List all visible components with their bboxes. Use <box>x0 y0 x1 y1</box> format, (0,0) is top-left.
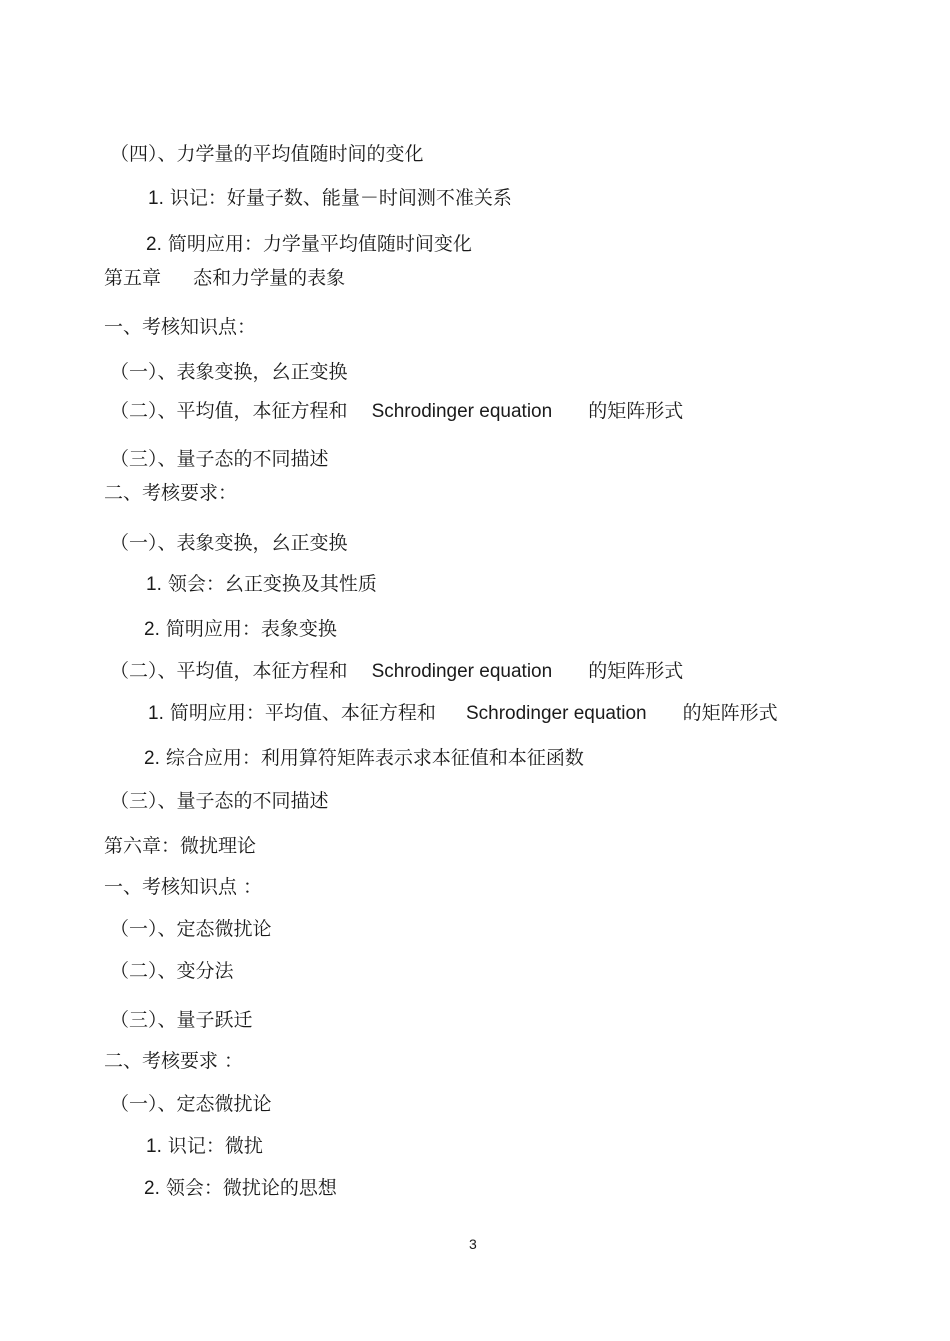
subsection-heading: （一）、表象变换，幺正变换 <box>110 361 348 383</box>
list-item: 1. 领会：幺正变换及其性质 <box>146 573 377 595</box>
chapter-title: 第五章 态和力学量的表象 <box>104 267 346 289</box>
section-heading: 二、考核要求 ： <box>104 1050 244 1072</box>
subsection-heading: （三）、量子跃迁 <box>110 1009 253 1031</box>
item-number: 2. <box>146 234 162 255</box>
item-number: 2. <box>144 619 160 640</box>
list-item: 2. 简明应用：力学量平均值随时间变化 <box>146 233 472 255</box>
section-heading: （四）、力学量的平均值随时间的变化 <box>110 143 424 165</box>
subsection-heading: （一）、定态微扰论 <box>110 1093 272 1115</box>
list-item: 2. 领会：微扰论的思想 <box>144 1177 337 1199</box>
subsection-heading: （二）、平均值，本征方程和 Schrodinger equation 的矩阵形式 <box>110 400 684 422</box>
item-number: 1. <box>146 574 162 595</box>
section-heading: 二、考核要求： <box>104 482 238 504</box>
section-heading: 一、考核知识点 ： <box>104 876 263 898</box>
section-heading: 一、考核知识点： <box>104 316 257 338</box>
item-number: 2. <box>144 1178 160 1199</box>
subsection-heading: （三）、量子态的不同描述 <box>110 448 329 470</box>
list-item: 2. 简明应用：表象变换 <box>144 618 337 640</box>
item-number: 1. <box>148 703 164 724</box>
list-item: 1. 识记：微扰 <box>146 1135 263 1157</box>
subsection-heading: （三）、量子态的不同描述 <box>110 790 329 812</box>
list-item: 1. 简明应用：平均值、本征方程和 Schrodinger equation 的矩阵形式 <box>148 702 778 724</box>
subsection-heading: （一）、定态微扰论 <box>110 918 272 940</box>
item-number: 1. <box>146 1136 162 1157</box>
page-number: 3 <box>469 1236 477 1252</box>
item-number: 1. <box>148 188 164 209</box>
item-number: 2. <box>144 748 160 769</box>
subsection-heading: （二）、平均值，本征方程和 Schrodinger equation 的矩阵形式 <box>110 660 684 682</box>
chapter-title: 第六章：微扰理论 <box>104 835 257 857</box>
subsection-heading: （一）、表象变换，幺正变换 <box>110 532 348 554</box>
list-item: 1. 识记：好量子数、能量－时间测不准关系 <box>148 187 512 209</box>
list-item: 2. 综合应用：利用算符矩阵表示求本征值和本征函数 <box>144 747 584 769</box>
subsection-heading: （二）、变分法 <box>110 960 234 982</box>
